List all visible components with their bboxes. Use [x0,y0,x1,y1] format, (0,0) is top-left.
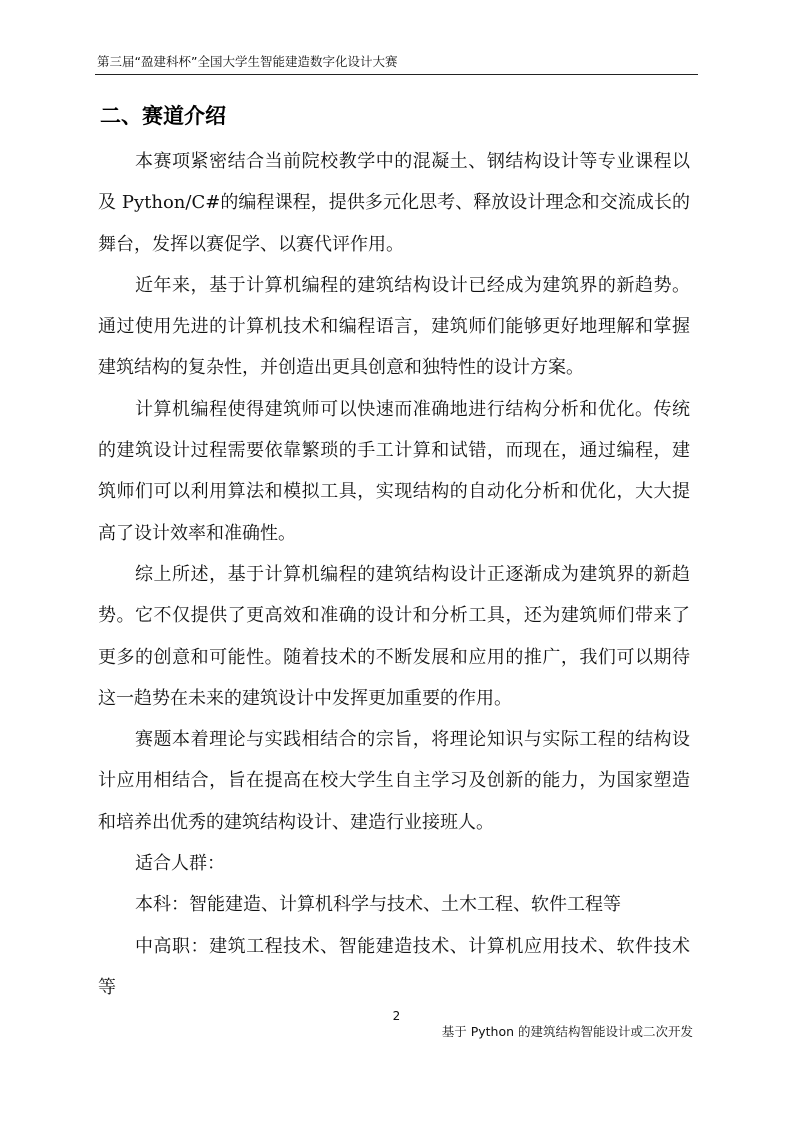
paragraph-audience-undergrad: 本科：智能建造、计算机科学与技术、土木工程、软件工程等 [135,894,621,916]
paragraph-programming: 计算机编程使得建筑师可以快速而准确地进行结构分析和优化。传统的建筑设计过程需要依靠繁琐的手工计算和试错，而现在，通过编程，建筑师们可以利用算法和模拟工具，实现结构的自动化分析和优化，大大提高了设计效率和准确性。 [98,398,690,544]
body-text [98,141,690,1008]
paragraph-summary: 综上所述，基于计算机编程的建筑结构设计正逐渐成为建筑界的新趋势。它不仅提供了更高效和准确的设计和分析工具，还为建筑师们带来了更多的创意和可能性。随着技术的不断发展和应用的推广，我们可以期待这一趋势在未来的建筑设计中发挥更加重要的作用。 [98,563,690,709]
page-number: 2 [392,1009,401,1023]
paragraph-intro: 本赛项紧密结合当前院校教学中的混凝土、钢结构设计等专业课程以及 Python/C#的编程课程，提供多元化思考、释放设计理念和交流成长的舞台，发挥以赛促学、以赛代评作用。 [98,151,690,255]
header-divider [95,74,698,75]
paragraph-audience-heading: 适合人群： [135,853,225,875]
paragraph-purpose: 赛题本着理论与实践相结合的宗旨，将理论知识与实际工程的结构设计应用相结合，旨在提高在校大学生自主学习及创新的能力，为国家塑造和培养出优秀的建筑结构设计、建造行业接班人。 [98,729,690,833]
section-title: 二、赛道介绍 [100,104,226,128]
running-footer: 基于 Python 的建筑结构智能设计或二次开发 [441,1024,693,1039]
paragraph-audience-vocational: 中高职：建筑工程技术、智能建造技术、计算机应用技术、软件技术等 [98,935,690,998]
running-header: 第三届“盈建科杯”全国大学生智能建造数字化设计大赛 [97,54,398,69]
paragraph-trend: 近年来，基于计算机编程的建筑结构设计已经成为建筑界的新趋势。通过使用先进的计算机技术和编程语言，建筑师们能够更好地理解和掌握建筑结构的复杂性，并创造出更具创意和独特性的设计方案。 [98,274,690,379]
